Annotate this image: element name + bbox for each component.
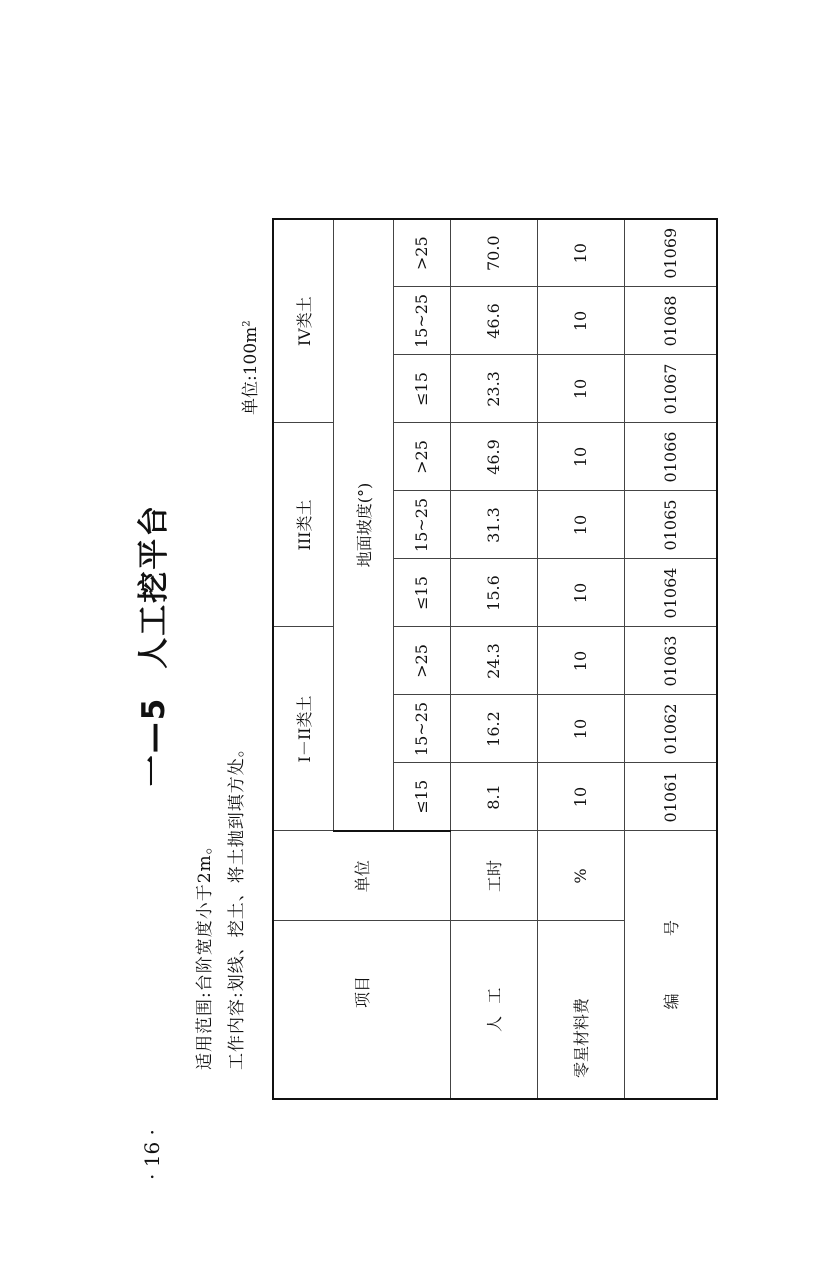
- quota-table: [272, 218, 718, 1100]
- misc-material-value: 10: [537, 491, 624, 559]
- labor-unit: 工时: [450, 831, 537, 921]
- slope-header: 地面坡度(°): [333, 219, 393, 831]
- labor-value: 23.3: [450, 355, 537, 423]
- soil-class-3: III类土: [273, 423, 333, 627]
- slope-col: >25: [393, 423, 450, 491]
- slope-col: ≤15: [393, 355, 450, 423]
- unit-superscript: 2: [241, 320, 253, 327]
- misc-material-value: 10: [537, 627, 624, 695]
- unit-label: [236, 320, 261, 415]
- slope-col: >25: [393, 219, 450, 287]
- soil-class-4: IV类土: [273, 219, 333, 423]
- misc-material-item: 零星材料费: [572, 997, 591, 1078]
- code-label-char-1: 编: [661, 993, 681, 1010]
- code-value: 01064: [624, 559, 717, 627]
- misc-material-value: 10: [537, 559, 624, 627]
- misc-material-value: 10: [537, 219, 624, 287]
- page-number: · 16 ·: [140, 1129, 164, 1180]
- section-title: [128, 385, 173, 905]
- slope-col: ≤15: [393, 763, 450, 831]
- unit-header: 单位: [273, 831, 450, 921]
- item-header-cell: [273, 921, 450, 1099]
- code-value: 01065: [624, 491, 717, 559]
- code-value: 01063: [624, 627, 717, 695]
- item-header: [350, 922, 373, 1099]
- misc-material-item-cell: [537, 921, 624, 1099]
- section-name: 人工挖平台: [136, 503, 172, 669]
- slope-col: >25: [393, 627, 450, 695]
- labor-item-char-2: 工: [485, 987, 504, 1004]
- work-content-note: 工作内容:划线、挖土、将土抛到填方处。: [227, 739, 247, 1070]
- code-value: 01068: [624, 287, 717, 355]
- misc-material-value: 10: [537, 695, 624, 763]
- misc-material-value: 10: [537, 355, 624, 423]
- labor-item-char-1: 人: [485, 1015, 504, 1032]
- slope-col: 15~25: [393, 491, 450, 559]
- unit-text: 单位:100m: [241, 326, 261, 415]
- table-row: [624, 219, 717, 1099]
- soil-class-1-2: I－II类土: [273, 627, 333, 831]
- item-header-char-1: 项: [353, 991, 373, 1008]
- labor-value: 15.6: [450, 559, 537, 627]
- code-value: 01069: [624, 219, 717, 287]
- code-value: 01067: [624, 355, 717, 423]
- slope-col: 15~25: [393, 287, 450, 355]
- code-label-char-2: 号: [661, 920, 681, 937]
- table-row: [450, 219, 537, 1099]
- misc-material-value: 10: [537, 763, 624, 831]
- scope-note: 适用范围:台阶宽度小于2m。: [195, 836, 215, 1070]
- labor-item: [482, 922, 505, 1099]
- labor-value: 16.2: [450, 695, 537, 763]
- labor-value: 31.3: [450, 491, 537, 559]
- item-header-char-2: 目: [353, 975, 373, 992]
- labor-value: 70.0: [450, 219, 537, 287]
- slope-col: ≤15: [393, 559, 450, 627]
- code-value: 01062: [624, 695, 717, 763]
- labor-value: 8.1: [450, 763, 537, 831]
- labor-item-cell: [450, 921, 537, 1099]
- labor-value: 24.3: [450, 627, 537, 695]
- code-label-cell: [624, 831, 717, 1099]
- slope-col: 15~25: [393, 695, 450, 763]
- section-number: 一—5: [136, 696, 172, 787]
- code-label: [659, 832, 682, 1099]
- misc-material-value: 10: [537, 287, 624, 355]
- code-value: 01061: [624, 763, 717, 831]
- table-row: [537, 219, 624, 1099]
- misc-material-value: 10: [537, 423, 624, 491]
- labor-value: 46.6: [450, 287, 537, 355]
- misc-material-unit: %: [537, 831, 624, 921]
- labor-value: 46.9: [450, 423, 537, 491]
- code-value: 01066: [624, 423, 717, 491]
